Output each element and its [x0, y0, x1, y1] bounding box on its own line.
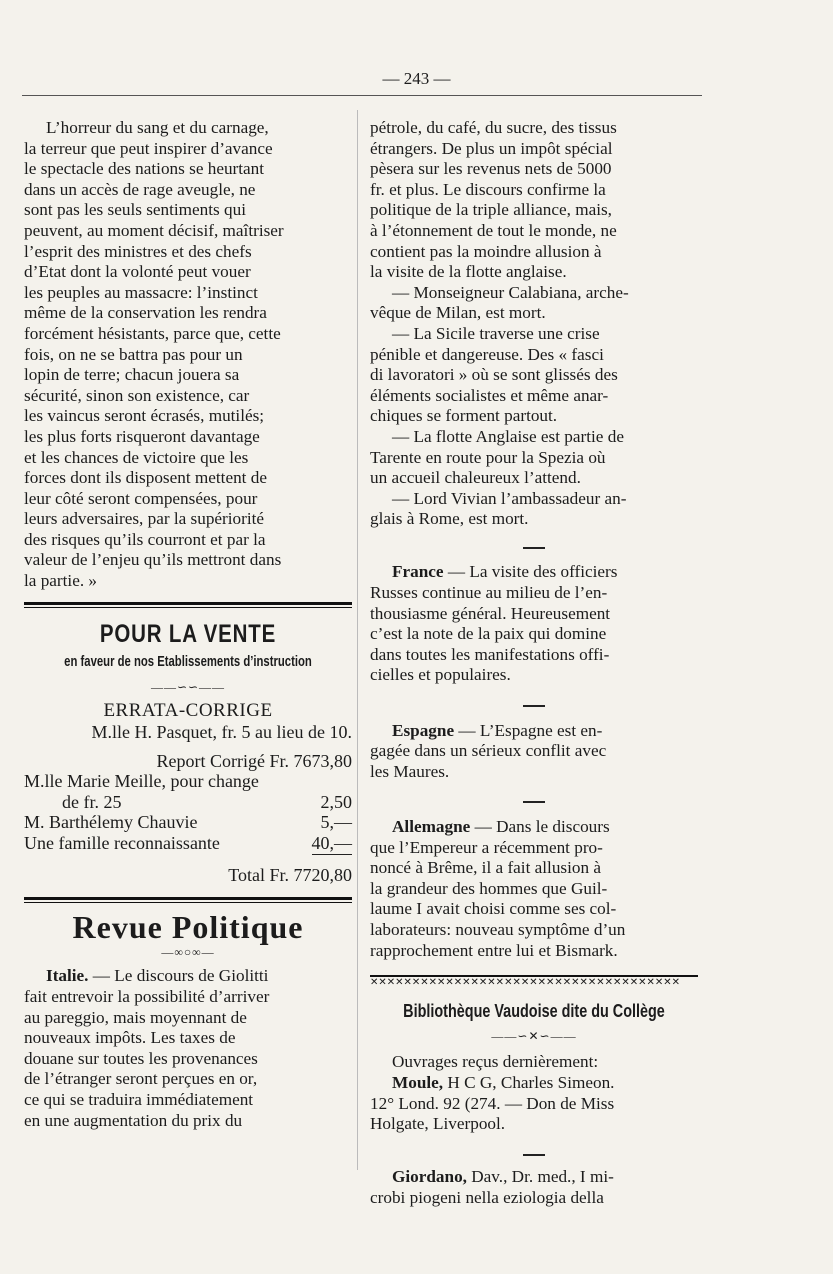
italie-line: nouveaux impôts. Les taxes de [24, 1028, 236, 1048]
opening-line: L’horreur du sang et du carnage, [46, 118, 269, 137]
opening-line: fois, on ne se battra pas pour un [24, 344, 243, 364]
italie-continued: fr. et plus. Le discours confirme la [370, 179, 606, 199]
giordano-heading: Giordano, [392, 1167, 467, 1187]
news-line: glais à Rome, est mort. [370, 509, 529, 529]
italie-continued: pétrole, du café, du sucre, des tissus [370, 118, 617, 137]
allemagne-heading: Allemagne [392, 817, 471, 836]
opening-line: sécurité, sinon son existence, car [24, 385, 250, 405]
news-line: — Lord Vivian l’ambassadeur an- [392, 488, 627, 508]
opening-line: et les chances de victoire que les [24, 447, 249, 467]
errata-line: M.lle H. Pasquet, fr. 5 au lieu de 10. [91, 722, 352, 743]
italie-line: en une augmentation du prix du [24, 1110, 243, 1130]
allemagne-line: laume I avait choisi comme ses col- [370, 899, 617, 919]
opening-line: l’esprit des ministres et des chefs [24, 241, 252, 261]
opening-line: forcément hésistants, parce que, cette [24, 323, 281, 343]
france-line: thousiasme général. Heureusement [370, 603, 611, 623]
news-line: — Monseigneur Calabiana, arche- [392, 282, 629, 302]
revue-ornament: —∞○∞— [161, 944, 215, 959]
donor-row: de fr. 25 2,50 [62, 791, 352, 812]
moule-line: Moule, H C G, Charles Simeon. [392, 1072, 615, 1092]
allemagne-line: noncé à Brême, il a fait allusion à [370, 858, 601, 878]
italie-line: douane sur toutes les provenances [24, 1048, 258, 1068]
opening-line: les peuples au massacre: l’instinct [24, 282, 258, 302]
ouvrages-line: Ouvrages reçus dernièrement: [392, 1052, 599, 1072]
section-rule [24, 607, 352, 608]
ornament-divider: ——∽∽—— [150, 679, 226, 694]
opening-line: même de la conservation les rendra [24, 303, 267, 323]
short-rule [370, 534, 698, 555]
opening-line: dans un accès de rage aveugle, ne [24, 179, 256, 199]
news-line: — La flotte Anglaise est partie de [392, 426, 624, 446]
ornament-divider: ——∽✕∽—— [491, 1028, 577, 1043]
opening-line: lopin de terre; chacun jouera sa [24, 365, 240, 385]
right-column [370, 118, 698, 1209]
ornamental-border: ✕✕✕✕✕✕✕✕✕✕✕✕✕✕✕✕✕✕✕✕✕✕✕✕✕✕✕✕✕✕✕✕✕✕✕✕✕ [370, 975, 698, 987]
moule-line: 12° Lond. 92 (274. — Don de Miss [370, 1093, 615, 1113]
france-line: cielles et populaires. [370, 665, 511, 685]
opening-line: valeur de l’enjeu qu’ils mettront dans [24, 550, 282, 570]
moule-line: Holgate, Liverpool. [370, 1114, 506, 1134]
header-rule [22, 95, 702, 96]
opening-line: les plus forts risqueront davantage [24, 426, 260, 446]
opening-line: la terreur que peut inspirer d’avance [24, 138, 273, 158]
news-line: di lavoratori » où se sont glissés des [370, 365, 618, 385]
short-rule [370, 692, 698, 713]
italie-line: de l’étranger seront perçues en or, [24, 1069, 258, 1089]
italie-continued: la visite de la flotte anglaise. [370, 262, 567, 282]
italie-line: fait entrevoir la possibilité d’arriver [24, 986, 270, 1006]
page-number: — 243 — [382, 69, 451, 88]
italie-continued: politique de la triple alliance, mais, [370, 200, 612, 220]
espagne-line: les Maures. [370, 761, 450, 781]
section-rule [24, 902, 352, 903]
opening-line: leurs adversaires, par la supériorité [24, 509, 265, 529]
france-line: Russes continue au milieu de l’en- [370, 583, 608, 603]
allemagne-line: que l’Empereur a récemment pro- [370, 837, 603, 857]
moule-heading: Moule, [392, 1072, 444, 1092]
opening-line: les vaincus seront écrasés, mutilés; [24, 406, 265, 426]
opening-line: la partie. » [24, 571, 98, 591]
opening-line: peuvent, au moment décisif, maîtriser [24, 220, 284, 240]
biblio-title: Bibliothèque Vaudoise dite du Collège [403, 1001, 665, 1022]
section-rule [24, 897, 352, 900]
opening-line: des risques qu’ils courront et par la [24, 529, 266, 549]
italie-continued: à l’étonnement de tout le monde, ne [370, 220, 617, 240]
donor-row: Une famille reconnaissante 40,— [24, 833, 352, 853]
report-line: Report Corrigé Fr. 7673,80 [156, 750, 352, 771]
opening-line: leur côté seront compensées, pour [24, 488, 258, 508]
italie-continued: contient pas la moindre allusion à [370, 241, 602, 261]
italie-line: au pareggio, mais moyennant de [24, 1007, 247, 1027]
opening-line: d’Etat dont la volonté peut vouer [24, 262, 251, 282]
allemagne-line: rapprochement entre lui et Bismark. [370, 940, 618, 960]
revue-title: Revue Politique [72, 909, 304, 946]
donor-row: M.lle Marie Meille, pour change [24, 771, 259, 792]
donor-row: M. Barthélemy Chauvie 5,— [24, 812, 352, 833]
allemagne-line: Allemagne — Dans le discours [392, 817, 610, 836]
short-rule [370, 788, 698, 809]
giordano-line: crobi piogeni nella eziologia della [370, 1187, 604, 1207]
news-line: éléments socialistes et même anar- [370, 385, 609, 405]
section-rule [24, 602, 352, 605]
column-divider [357, 110, 358, 1170]
news-line: — La Sicile traverse une crise [392, 323, 600, 343]
italie-heading: Italie. [46, 966, 89, 986]
italie-continued: pèsera sur les revenus nets de 5000 [370, 159, 612, 179]
allemagne-line: laborateurs: nouveau symptôme d’un [370, 919, 626, 939]
vente-title: POUR LA VENTE [99, 619, 277, 648]
news-line: un accueil chaleureux l’attend. [370, 468, 581, 488]
vente-subtitle: en faveur de nos Etablissements d’instruction [64, 654, 312, 671]
total-line: Total Fr. 7720,80 [228, 864, 352, 885]
espagne-line: gagée dans un sérieux conflit avec [370, 741, 607, 761]
news-line: chiques se forment partout. [370, 406, 558, 426]
news-line: Tarente en route pour la Spezia où [370, 447, 606, 467]
opening-line: sont pas les seuls sentiments qui [24, 200, 246, 220]
italie-line: ce qui se traduira immédiatement [24, 1089, 254, 1109]
france-line: c’est la note de la paix qui domine [370, 624, 607, 644]
espagne-heading: Espagne [392, 720, 455, 740]
italie-continued: étrangers. De plus un impôt spécial [370, 138, 613, 158]
giordano-line: Giordano, Dav., Dr. med., I mi- [392, 1167, 614, 1187]
opening-line: forces dont ils disposent mettent de [24, 468, 267, 488]
news-line: pénible et dangereuse. Des « fasci [370, 344, 604, 364]
france-line: France — La visite des officiers [392, 562, 618, 582]
france-heading: France [392, 562, 444, 582]
errata-title: ERRATA-CORRIGE [103, 700, 273, 722]
news-line: vêque de Milan, est mort. [370, 303, 546, 323]
opening-line: le spectacle des nations se heurtant [24, 159, 265, 179]
italie-line: Italie. — Le discours de Giolitti [46, 966, 269, 986]
short-rule [370, 1141, 698, 1162]
espagne-line: Espagne — L’Espagne est en- [392, 720, 603, 740]
france-line: dans toutes les manifestations offi- [370, 644, 610, 664]
allemagne-line: la grandeur des hommes que Guil- [370, 878, 608, 898]
left-column [24, 118, 352, 1131]
